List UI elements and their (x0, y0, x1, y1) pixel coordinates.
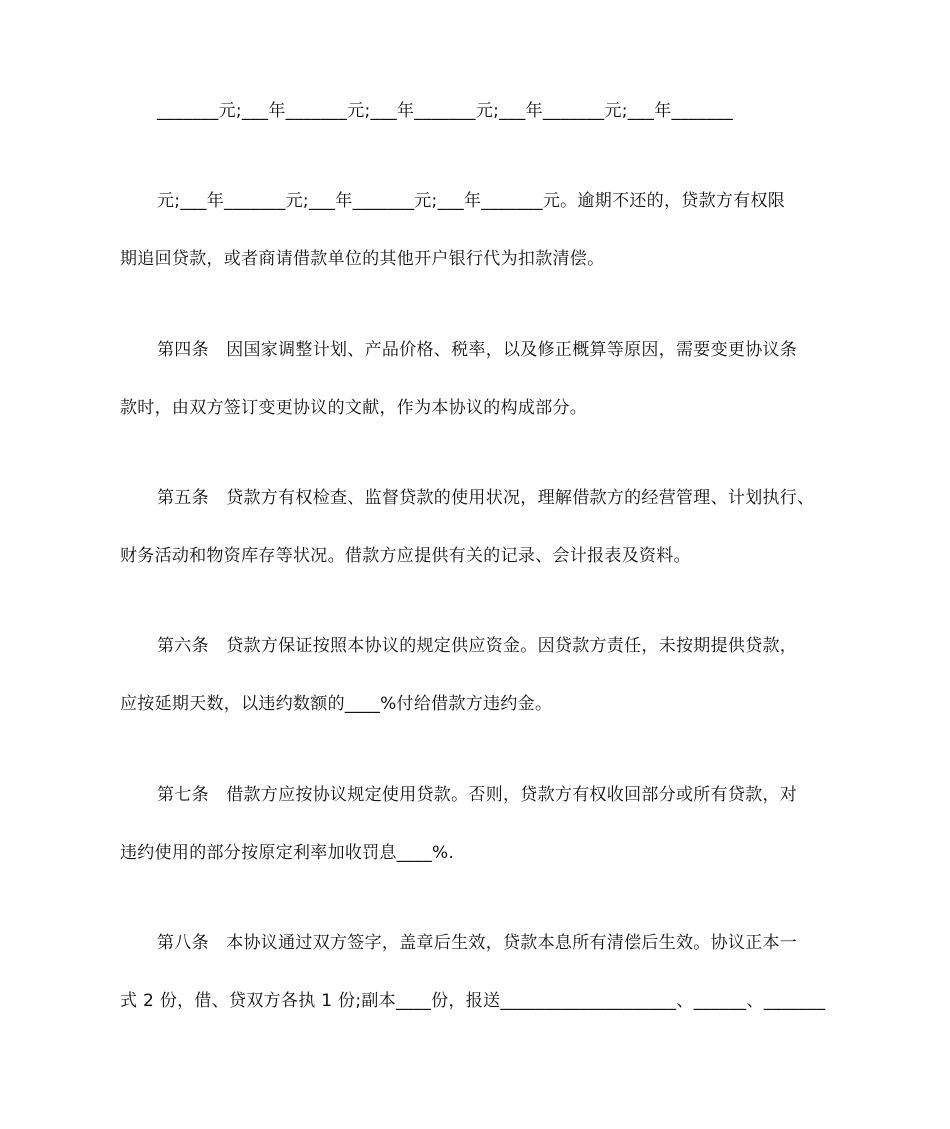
repayment-schedule-line-1: _______元;___年_______元;___年_______元;___年_______元;___年_______ (157, 101, 734, 121)
article-8-line-1: 第八条 本协议通过双方签字，盖章后生效，贷款本息所有清偿后生效。协议正本一 (157, 933, 798, 953)
article-4-line-1: 第四条 因国家调整计划、产品价格、税率，以及修正概算等原因，需要变更协议条 (157, 340, 798, 360)
article-5-line-2: 财务活动和物资库存等状况。借款方应提供有关的记录、会计报表及资料。 (120, 546, 691, 566)
article-7-line-2: 违约使用的部分按原定利率加收罚息____%. (120, 843, 455, 863)
repayment-schedule-line-2: 元;___年_______元;___年_______元;___年_______元。逾期不还的，贷款方有权限 (157, 191, 786, 211)
article-5-line-1: 第五条 贷款方有权检查、监督贷款的使用状况，理解借款方的经营管理、计划执行、 (157, 488, 815, 508)
article-4-line-2: 款时，由双方签订变更协议的文献，作为本协议的构成部分。 (120, 398, 588, 418)
article-8-line-2: 式 2 份，借、贷双方各执 1 份;副本____份，报送____________________、______、_______ (120, 991, 826, 1011)
repayment-clause-end: 期追回贷款，或者商请借款单位的其他开户银行代为扣款清偿。 (120, 249, 605, 269)
article-7-line-1: 第七条 借款方应按协议规定使用贷款。否则，贷款方有权收回部分或所有贷款，对 (157, 785, 798, 805)
article-6-line-2: 应按延期天数，以违约数额的____%付给借款方违约金。 (120, 694, 553, 714)
article-6-line-1: 第六条 贷款方保证按照本协议的规定供应资金。因贷款方责任，未按期提供贷款， (157, 636, 798, 656)
